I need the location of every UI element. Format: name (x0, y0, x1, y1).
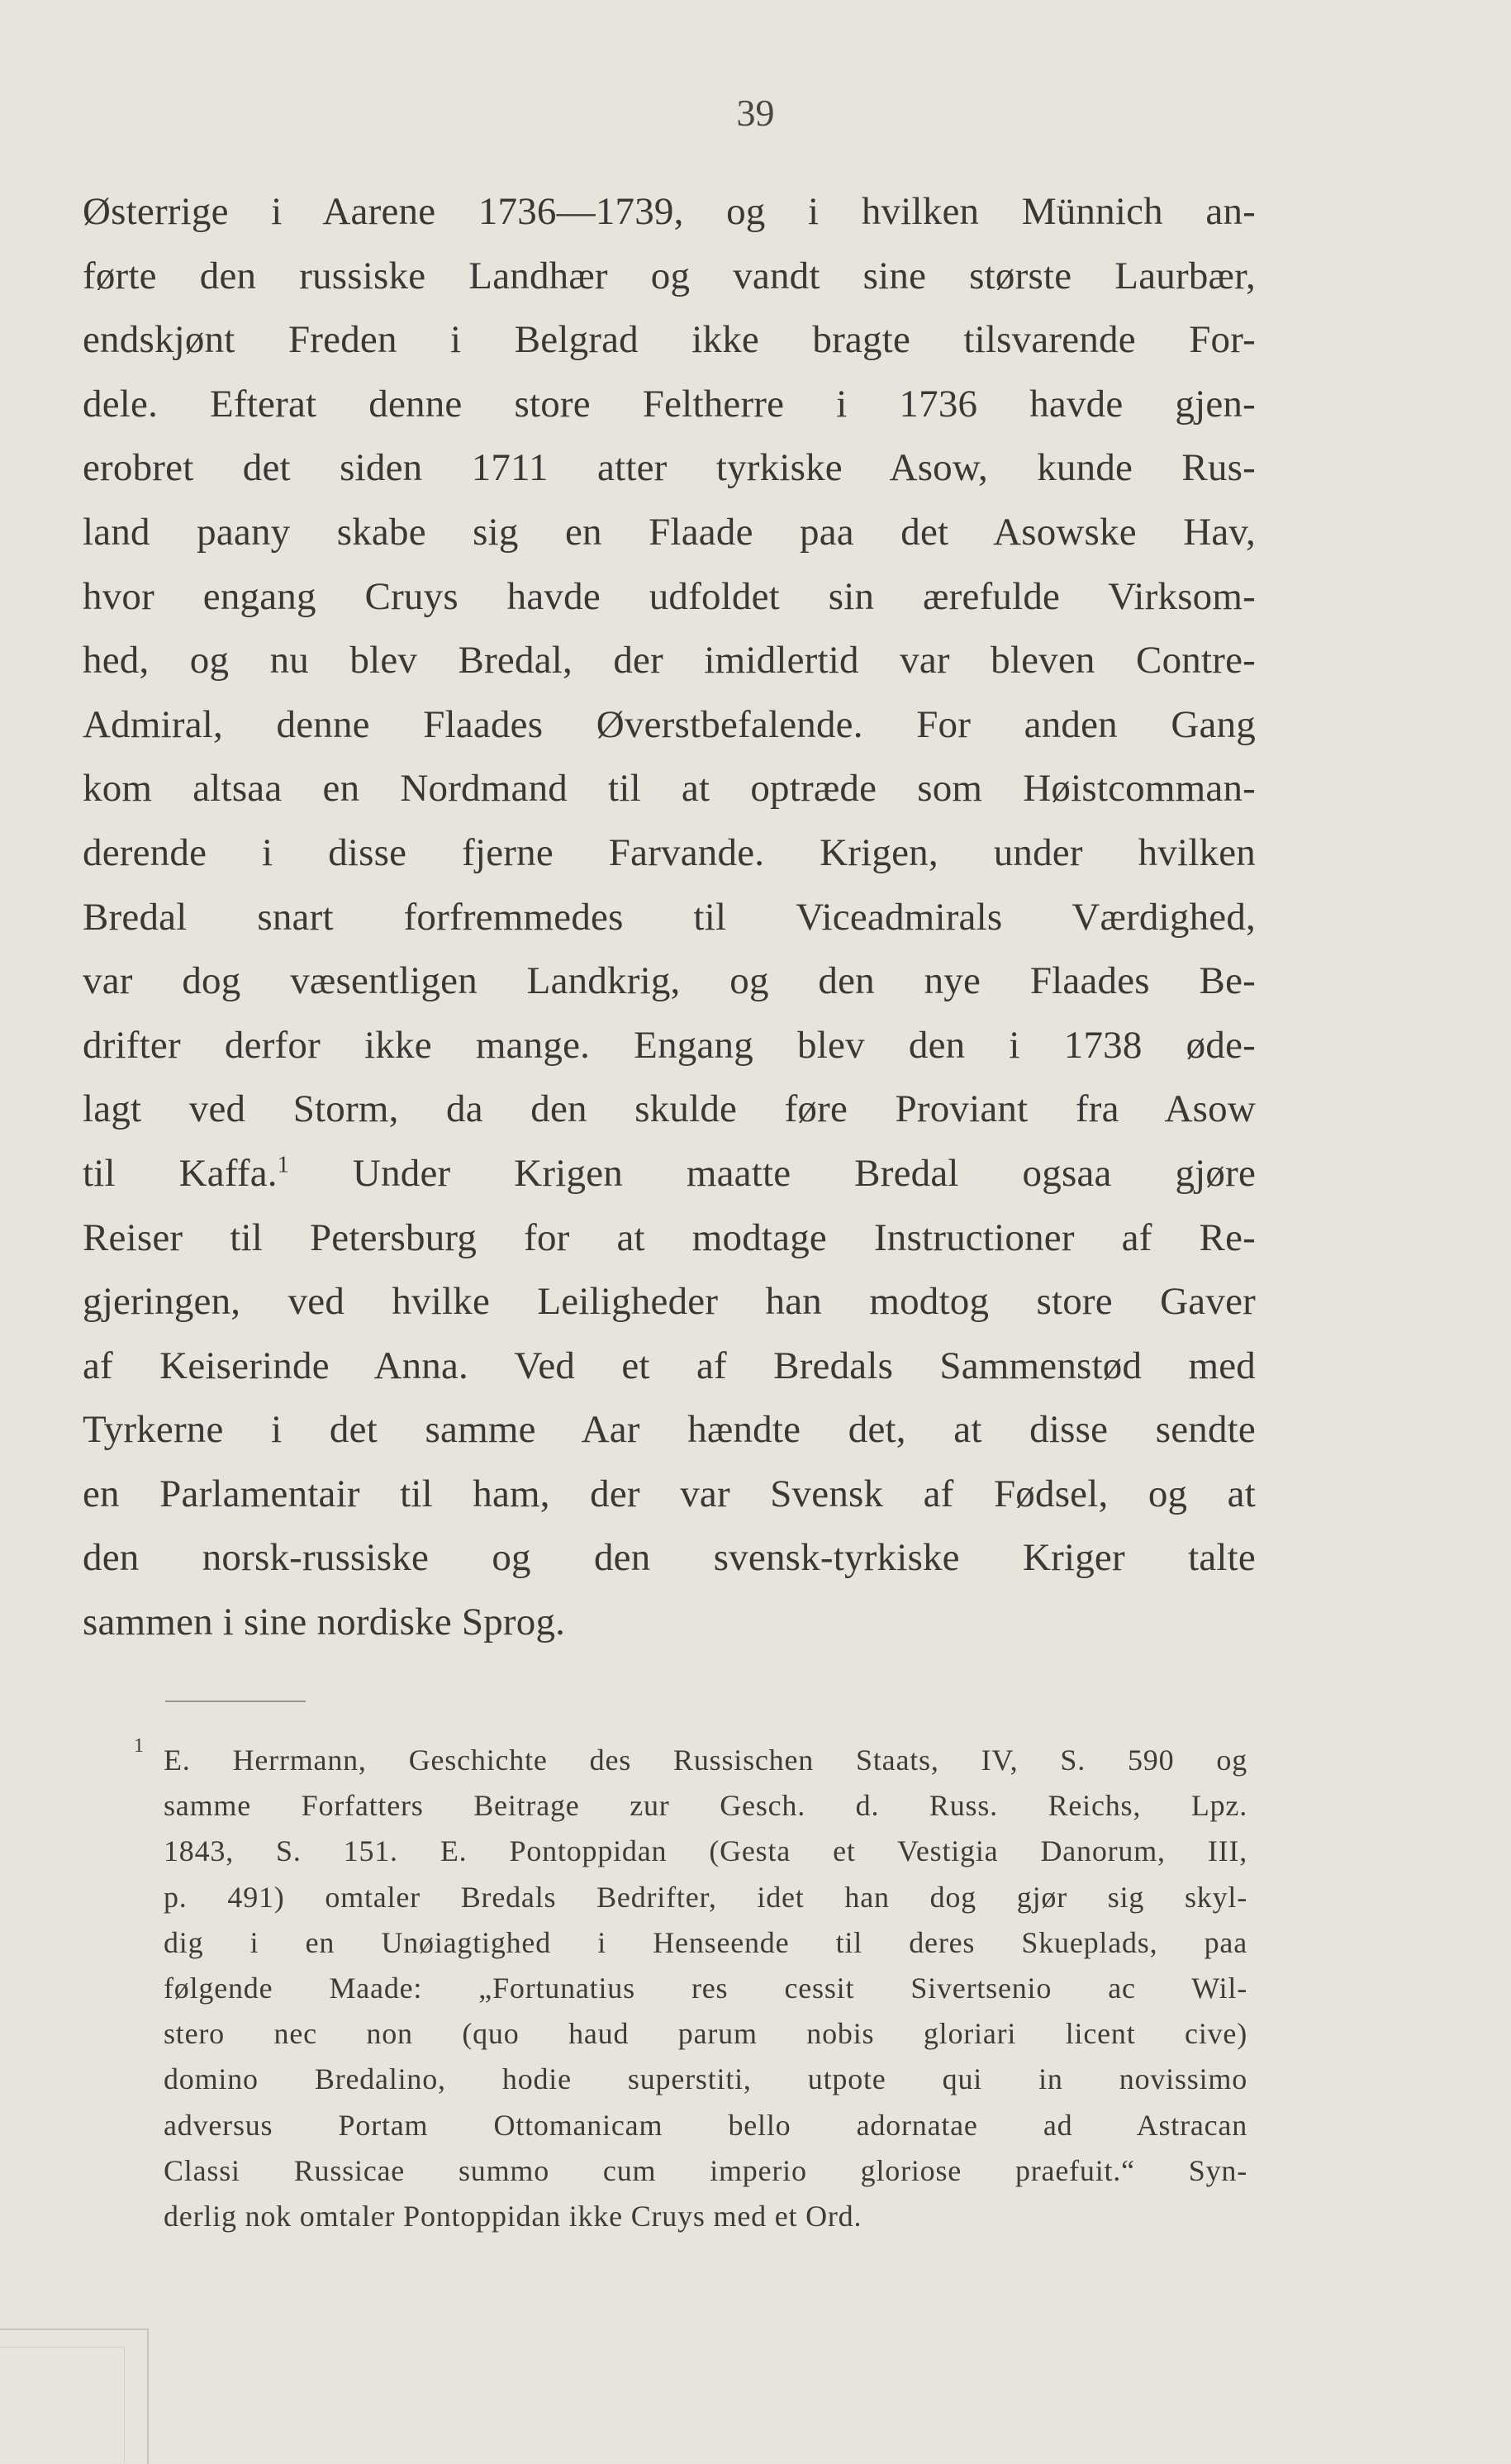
body-line-with-footnote-ref (83, 1142, 1256, 1206)
page-number: 39 (736, 92, 775, 134)
footnote-line: 1843, S. 151. E. Pontoppidan (Gesta et Vestigia Danorum, III, (164, 1834, 1247, 1868)
body-line: Tyrkerne i det samme Aar hændte det, at disse sendte (83, 1408, 1256, 1452)
body-line: dele. Efterat denne store Feltherre i 1736 havde gjen- (83, 382, 1256, 426)
scan-corner-mark-inner (0, 2347, 125, 2463)
body-line: den norsk-russiske og den svensk-tyrkiske Kriger talte (83, 1536, 1256, 1580)
body-line: land paany skabe sig en Flaade paa det Asowske Hav, (83, 510, 1256, 554)
body-line: Admiral, denne Flaades Øverstbefalende. For anden Gang (83, 702, 1256, 746)
body-line-rest: Under Krigen maatte Bredal ogsaa gjøre (352, 1151, 1257, 1195)
body-line: lagt ved Storm, da den skulde føre Proviant fra Asow (83, 1087, 1256, 1131)
footnote-line: domino Bredalino, hodie superstiti, utpote qui in novissimo (164, 2062, 1247, 2096)
footnote-line: adversus Portam Ottomanicam bello adornatae ad Astracan (164, 2108, 1247, 2142)
footnote-line: samme Forfatters Beitrage zur Gesch. d. Russ. Reichs, Lpz. (164, 1789, 1247, 1823)
body-line: derende i disse fjerne Farvande. Krigen, under hvilken (83, 830, 1256, 874)
footnote-marker: 1 (134, 1735, 144, 1757)
body-line: Reiser til Petersburg for at modtage Instructioner af Re- (83, 1215, 1256, 1259)
footnote-line: E. Herrmann, Geschichte des Russischen Staats, IV, S. 590 og (164, 1743, 1247, 1777)
body-line: kom altsaa en Nordmand til at optræde som Høistcomman- (83, 767, 1256, 811)
body-line: drifter derfor ikke mange. Engang blev den i 1738 øde- (83, 1023, 1256, 1067)
body-line: gjeringen, ved hvilke Leiligheder han modtog store Gaver (83, 1280, 1256, 1324)
body-line: var dog væsentligen Landkrig, og den nye Flaades Be- (83, 959, 1256, 1003)
footnote-text (164, 1738, 1247, 2239)
body-line: førte den russiske Landhær og vandt sine største Laurbær, (83, 254, 1256, 297)
body-line: en Parlamentair til ham, der var Svensk af Fødsel, og at (83, 1472, 1256, 1515)
body-text (83, 180, 1256, 1655)
body-line: af Keiserinde Anna. Ved et af Bredals Sammenstød med (83, 1344, 1256, 1387)
body-line: hvor engang Cruys havde udfoldet sin ærefulde Virksom- (83, 574, 1256, 618)
body-line: sammen i sine nordiske Sprog. (83, 1601, 566, 1644)
body-line: Østerrige i Aarene 1736—1739, og i hvilken Münnich an- (83, 190, 1256, 233)
footnote-line: p. 491) omtaler Bredals Bedrifter, idet han dog gjør sig skyl- (164, 1880, 1247, 1914)
footnote-line: dig i en Unøiagtighed i Henseende til deres Skueplads, paa (164, 1925, 1247, 1959)
footnote-reference[interactable]: 1 (277, 1152, 290, 1178)
body-line: hed, og nu blev Bredal, der imidlertid var bleven Contre- (83, 639, 1256, 683)
body-line: endskjønt Freden i Belgrad ikke bragte tilsvarende For- (83, 318, 1256, 362)
body-line-start: til Kaffa. (83, 1151, 278, 1195)
footnote-line: derlig nok omtaler Pontoppidan ikke Cruys med et Ord. (164, 2199, 862, 2233)
body-line: erobret det siden 1711 atter tyrkiske Asow, kunde Rus- (83, 446, 1256, 490)
footnote-divider (165, 1701, 306, 1702)
footnote-line: Classi Russicae summo cum imperio gloriose praefuit.“ Syn- (164, 2153, 1247, 2187)
footnote-line: følgende Maade: „Fortunatius res cessit Sivertsenio ac Wil- (164, 1971, 1247, 2005)
body-line: Bredal snart forfremmedes til Viceadmirals Værdighed, (83, 895, 1256, 939)
footnote-line: stero nec non (quo haud parum nobis gloriari licent cive) (164, 2017, 1247, 2051)
